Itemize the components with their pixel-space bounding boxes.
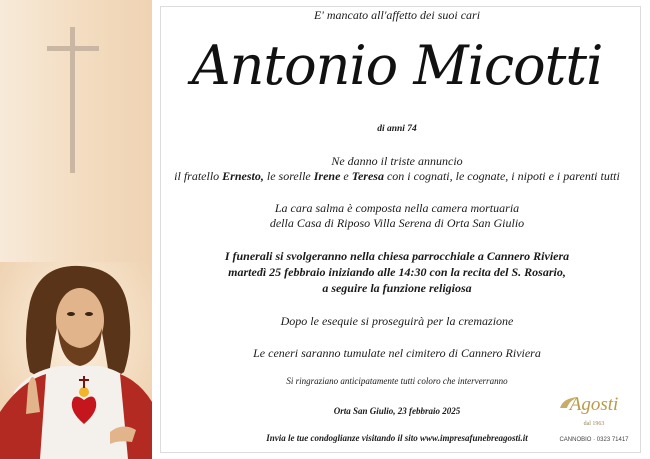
agosti-logo [555,392,633,452]
condolences-line: Invia le tue condoglianze visitando il sito www.impresafunebreagosti.it [266,433,528,443]
deceased-name: Antonio Micotti [191,34,603,97]
sacred-heart-image [0,262,152,459]
place-date-line: Orta San Giulio, 23 febbraio 2025 [333,406,461,416]
obituary-notice [152,0,642,459]
cross-icon-horizontal [47,46,99,51]
side-panel [0,0,152,459]
age-text: di anni 74 [377,124,417,134]
logo-phone: CANNOBIO · 0323 71417 [559,437,629,443]
funeral-line-3: a seguire la funzione religiosa [322,281,472,295]
cremation-line: Dopo le esequie si proseguirà per la cremazione [280,314,514,328]
thanks-line: Si ringraziano anticipatamente tutti coloro che interverranno [286,376,508,386]
logo-wordmark: Agosti [569,394,619,415]
family-line: il fratello Ernesto, le sorelle Irene e Teresa con i cognati, le cognate, i nipoti e i parenti tutti [174,169,620,183]
wake-line-1: La cara salma è composta nella camera mortuaria [274,201,520,215]
wake-line-2: della Casa di Riposo Villa Serena di Orta San Giulio [269,216,525,230]
intro-text: E' mancato all'affetto dei suoi cari [313,8,481,22]
ashes-line: Le ceneri saranno tumulate nel cimitero di Cannero Riviera [253,346,541,360]
announcement-line: Ne danno il triste annuncio [331,154,463,168]
funeral-line-2: martedì 25 febbraio iniziando alle 14:30 con la recita del S. Rosario, [228,265,566,279]
logo-since: dal 1963 [583,421,605,427]
funeral-line-1: I funerali si svolgeranno nella chiesa parrocchiale a Cannero Riviera [224,249,570,263]
